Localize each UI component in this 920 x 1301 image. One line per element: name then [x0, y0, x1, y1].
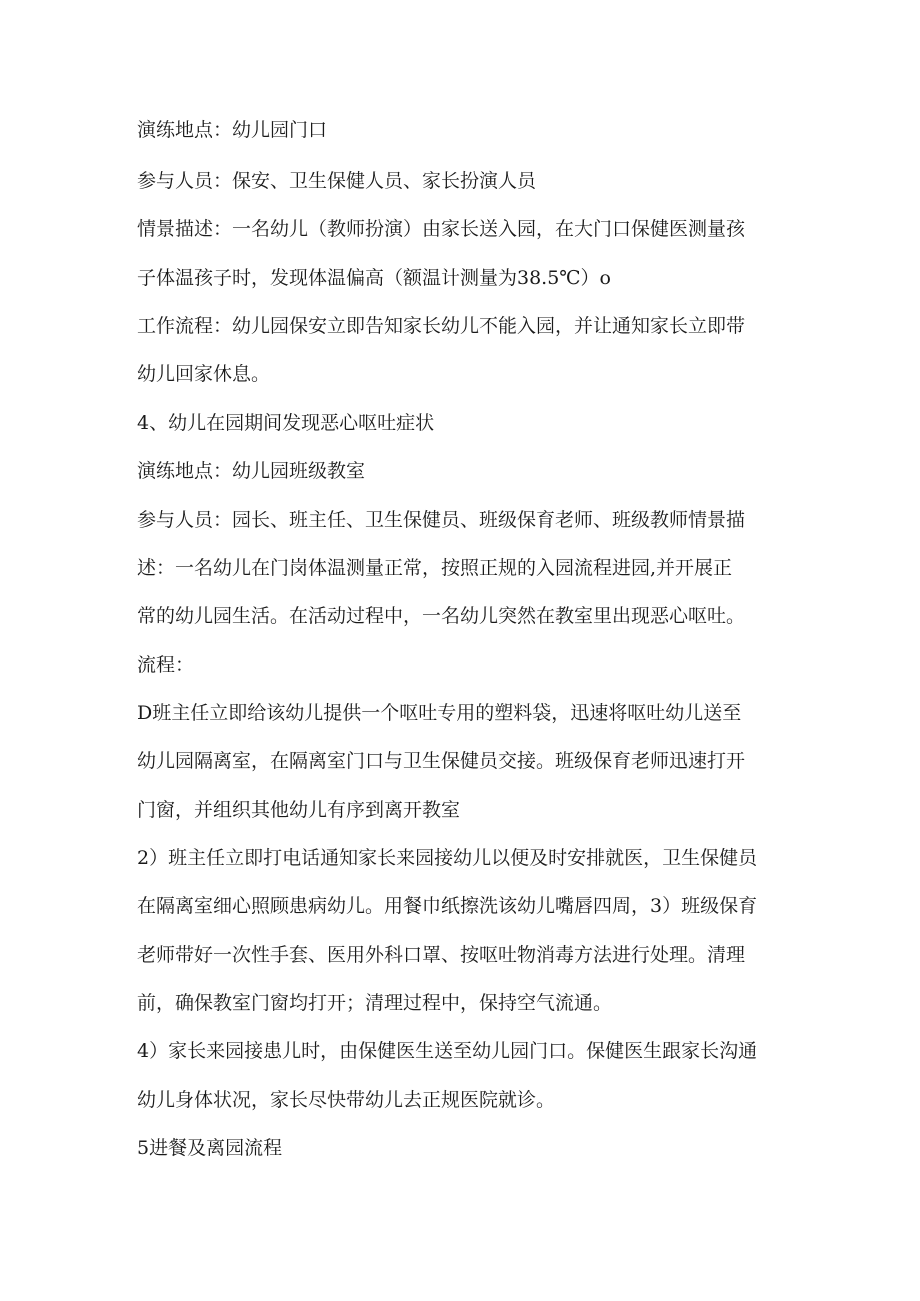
text-line: 前，确保教室门窗均打开；清理过程中，保持空气流通。: [137, 992, 613, 1014]
text-line: 述：一名幼儿在门岗体温测量正常，按照正规的入园流程进园,并开展正: [137, 557, 733, 579]
text-line: 子体温孩子时，发现体温偏高（额温计测量为38.5℃）o: [137, 267, 611, 289]
section-heading: 4、幼儿在园期间发现恶心呕吐症状: [137, 412, 435, 434]
text-line: 老师带好一次性手套、医用外科口罩、按呕吐物消毒方法进行处理。清理: [137, 944, 746, 966]
text-line: 幼儿园隔离室，在隔离室门口与卫生保健员交接。班级保育老师迅速打开: [137, 750, 746, 772]
text-line: 门窗，并组织其他幼儿有序到离开教室: [137, 799, 461, 821]
text-line: 参与人员：园长、班主任、卫生保健员、班级保育老师、班级教师情景描: [137, 509, 746, 531]
text-line: 参与人员：保安、卫生保健人员、家长扮演人员: [137, 170, 537, 192]
text-line: 在隔离室细心照顾患病幼儿。用餐巾纸擦洗该幼儿嘴唇四周，3）班级保育: [137, 895, 758, 917]
text-line: 幼儿回家休息。: [137, 363, 271, 385]
text-line: 2）班主任立即打电话通知家长来园接幼儿以便及时安排就医，卫生保健员: [137, 847, 758, 869]
text-line: 演练地点：幼儿园班级教室: [137, 460, 366, 482]
text-line: 幼儿身体状况，家长尽快带幼儿去正规医院就诊。: [137, 1089, 556, 1111]
section-heading: 5进餐及离园流程: [137, 1137, 283, 1159]
text-line: 流程：: [137, 654, 195, 676]
text-line: 工作流程：幼儿园保安立即告知家长幼儿不能入园，并让通知家长立即带: [137, 315, 746, 337]
text-line: 情景描述：一名幼儿（教师扮演）由家长送入园，在大门口保健医测量孩: [137, 218, 746, 240]
text-line: 演练地点：幼儿园门口: [137, 119, 328, 141]
text-line: 4）家长来园接患儿时，由保健医生送至幼儿园门口。保健医生跟家长沟通: [137, 1040, 758, 1062]
text-line: D班主任立即给该幼儿提供一个呕吐专用的塑料袋，迅速将呕吐幼儿送至: [137, 702, 742, 724]
text-line: 常的幼儿园生活。在活动过程中，一名幼儿突然在教室里出现恶心呕吐。: [137, 605, 746, 627]
